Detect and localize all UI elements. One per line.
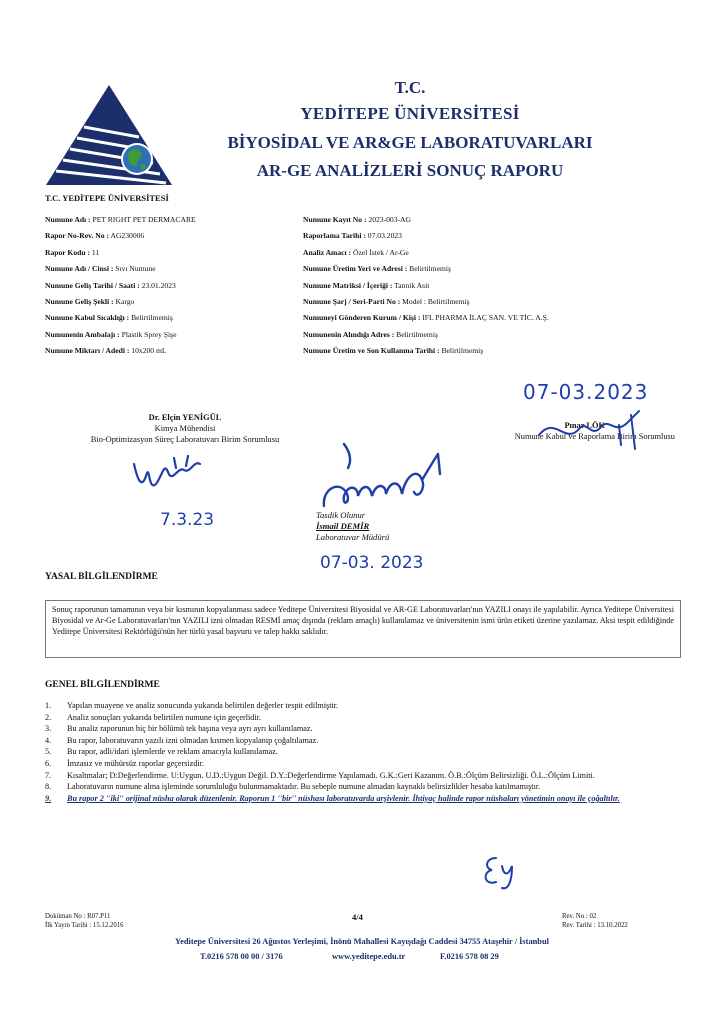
field-row	[303, 313, 549, 329]
field-label: Numune Geliş Tarihi / Saati :	[45, 280, 140, 290]
list-text: Bu analiz raporunun hiç bir bölümü tek başına veya ayrı ayrı kullanılamaz.	[67, 724, 313, 734]
list-text: Kısaltmalar; D:Değerlendirme. U:Uygun. U.D.:Uygun Değil. D.Y.:Değerlendirme Yapılamadı. G.K.:Geri Kazanım. Ö.B.:Ölçüm Belirsizliği. Ö.L.:Ölçüm Limiti.	[67, 770, 595, 780]
field-label: Numunenin Ambalajı :	[45, 329, 120, 339]
sample-info-right	[303, 215, 549, 363]
list-number: 7.	[45, 770, 52, 780]
general-info-list	[45, 700, 681, 804]
list-text: Bu rapor 2 ''iki'' orijinal nüsha olarak düzenlenir. Raporun 1 ''bir'' nüshası laboratuvarda arşivlenir. İhtiyaç halinde rapor nüshaları yönetimin onayı ile çoğaltılır.	[67, 793, 620, 803]
handwritten-date-center: 07-03. 2023	[320, 553, 424, 573]
list-number: 6.	[45, 758, 52, 768]
handwritten-signature-left	[128, 452, 218, 507]
handwritten-date-right: 07-03.2023	[523, 380, 649, 404]
field-label: Numune Adı / Cinsi :	[45, 264, 114, 274]
header-university: YEDİTEPE ÜNİVERSİTESİ	[300, 104, 520, 123]
revision-date: Rev. Tarihi : 13.10.2022	[562, 922, 628, 929]
field-value: Model : Belirtilmemiş	[402, 296, 470, 306]
field-value: Belirtilmemiş	[441, 346, 484, 356]
field-label: Numune Geliş Şekli :	[45, 296, 114, 306]
field-value: Kargo	[115, 296, 135, 306]
footer-fax: F.0216 578 08 29	[440, 952, 499, 961]
first-publish-date: İlk Yayın Tarihi : 15.12.2016	[45, 922, 124, 929]
list-item	[45, 712, 681, 724]
field-value: AG230006	[110, 231, 145, 241]
legal-notice: Sonuç raporunun tamamının veya bir kısmının kopyalanması sadece Yeditepe Üniversitesi Biyosidal ve AR-GE Laboratuvarları'nın YAZILI onayı ile yapılabilir. Ayrıca Yeditepe Üniversitesi Biyosidal ve Ar-Ge Laboratuvarları'nın YAZILI izni olmadan RESMİ amaç dışında (reklam amaçlı) kullanılamaz ve üniversitenin ismi ürün etiketi üzerine yazılamaz. Aksi tespit edildiğinde Yeditepe Üniversitesi Rektörlüğü'nün her türlü yasal başvuru ve talep hakkı saklıdır.	[45, 600, 681, 658]
page-number: 4/4	[352, 912, 363, 922]
list-number: 3.	[45, 724, 52, 734]
list-item	[45, 793, 681, 805]
header-labs: BİYOSİDAL VE AR&GE LABORATUVARLARI	[227, 133, 593, 152]
sample-info-left	[45, 215, 196, 363]
footer-doc-info	[45, 912, 124, 930]
field-row	[45, 281, 196, 297]
list-text: İmzasız ve mühürsüz raporlar geçersizdir.	[67, 758, 205, 768]
footer-rev-info	[562, 912, 628, 930]
doc-number: Doküman No : R07.P11	[45, 913, 111, 920]
field-label: Numuneyi Gönderen Kurum / Kişi :	[303, 313, 421, 323]
list-text: Yapılan muayene ve analiz sonucunda yukarıda belirtilen değerler tespit edilmiştir.	[67, 701, 339, 710]
field-label: Rapor No-Rev. No :	[45, 231, 109, 241]
field-row	[45, 330, 196, 346]
field-row	[303, 248, 549, 264]
handwritten-initials	[478, 852, 528, 897]
field-row	[45, 231, 196, 247]
university-label: T.C. YEDİTEPE ÜNİVERSİTESİ	[45, 193, 169, 203]
footer-address: Yeditepe Üniversitesi 26 Ağustos Yerleşimi, İnönü Mahallesi Kayışdağı Caddesi 34755 Ataşehir / İstanbul	[175, 937, 549, 946]
field-value: Belirtilmemiş	[131, 313, 173, 323]
field-label: Raporlama Tarihi :	[303, 231, 366, 241]
list-text: Bu rapor, laboratuvarın yazılı izni olmadan kısmen kopyalanıp çoğaltılamaz.	[67, 735, 319, 745]
field-label: Numune Üretim ve Son Kullanma Tarihi :	[303, 346, 440, 356]
list-item	[45, 746, 681, 758]
footer-phone: T.0216 578 00 00 / 3176	[200, 952, 283, 961]
list-text: Laboratuvarın numune alma işleminde sorumluluğu bulunmamaktadır. Bu sebeple numune almadan kaynaklı belirsizlikler hesaba katılmamıştır.	[67, 782, 541, 792]
field-value: 10x200 mL	[131, 346, 167, 356]
field-value: Tannik Asit	[394, 280, 430, 290]
list-item	[45, 700, 681, 712]
signer-title-left: Kimya Mühendisi	[154, 424, 216, 433]
field-value: Sıvı Numune	[115, 264, 156, 274]
field-label: Analiz Amacı :	[303, 247, 352, 257]
field-row	[303, 330, 549, 346]
list-number: 4.	[45, 735, 52, 745]
signer-unit-left: Bio-Optimizasyon Süreç Laboratuvarı Birim Sorumlusu	[90, 435, 280, 444]
field-row	[45, 248, 196, 264]
approver-name: İsmail DEMİR	[316, 521, 370, 531]
university-logo	[44, 83, 174, 187]
field-row	[45, 346, 196, 362]
field-row	[303, 281, 549, 297]
field-label: Numune Kabul Sıcaklığı :	[45, 313, 130, 323]
field-label: Numune Adı :	[45, 215, 91, 224]
field-label: Numune Matriksi / İçeriği :	[303, 280, 393, 290]
list-number: 5.	[45, 747, 52, 757]
field-label: Numunenin Alındığı Adres :	[303, 329, 395, 339]
field-value: Plastik Sprey Şişe	[121, 329, 177, 339]
list-number: 9.	[45, 793, 52, 803]
field-row	[303, 264, 549, 280]
field-value: Belirtilmemiş	[409, 264, 451, 274]
field-value: 07.03.2023	[367, 231, 402, 241]
field-row	[45, 313, 196, 329]
list-item	[45, 770, 681, 782]
signer-name-right: Pınar LÖK	[564, 421, 605, 430]
approval-block	[316, 510, 406, 543]
approval-label: Tasdik Olunur	[316, 510, 366, 520]
field-value: IFL PHARMA İLAÇ SAN. VE TİC. A.Ş.	[422, 313, 549, 323]
footer-website[interactable]: www.yeditepe.edu.tr	[332, 952, 406, 961]
header-report-title: AR-GE ANALİZLERİ SONUÇ RAPORU	[256, 161, 564, 180]
field-label: Numune Miktarı / Adedi :	[45, 346, 130, 356]
signer-name-left: Dr. Elçin YENİGÜL	[148, 413, 222, 422]
legal-section-title: YASAL BİLGİLENDİRME	[45, 572, 158, 582]
list-item	[45, 723, 681, 735]
field-value: 11	[91, 247, 100, 257]
list-number: 1.	[45, 701, 52, 710]
field-row	[45, 264, 196, 280]
field-label: Numune Kayıt No :	[303, 215, 367, 224]
field-row	[303, 231, 549, 247]
handwritten-date-left: 7.3.23	[160, 510, 215, 530]
handwritten-signature-right	[535, 405, 655, 460]
field-row	[45, 215, 196, 231]
field-value: 2023-003-AG	[368, 215, 412, 224]
approver-title: Laboratuvar Müdürü	[316, 532, 390, 542]
field-label: Rapor Kodu :	[45, 247, 91, 257]
field-value: Belirtilmemiş	[396, 329, 438, 339]
field-label: Numune Üretim Yeri ve Adresi :	[303, 264, 408, 274]
field-value: 23.01.2023	[141, 280, 176, 290]
list-text: Analiz sonuçları yukarıda belirtilen numune için geçerlidir.	[67, 712, 261, 722]
field-row	[45, 297, 196, 313]
list-number: 2.	[45, 712, 52, 722]
field-value: Özel İstek / Ar-Ge	[353, 247, 409, 257]
general-section-title: GENEL BİLGİLENDİRME	[45, 680, 160, 690]
signer-title-right: Numune Kabul ve Raporlama Birim Sorumlusu	[514, 432, 675, 441]
field-row	[303, 346, 549, 362]
list-number: 8.	[45, 782, 52, 792]
list-item	[45, 758, 681, 770]
field-value: PET RIGHT PET DERMACARE	[92, 215, 196, 224]
field-row	[303, 297, 549, 313]
list-item	[45, 781, 681, 793]
header-tc: T.C.	[394, 78, 426, 97]
field-label: Numune Şarj / Seri-Parti No :	[303, 296, 401, 306]
list-item	[45, 735, 681, 747]
revision-number: Rev. No : 02	[562, 913, 597, 920]
field-row	[303, 215, 549, 231]
list-text: Bu rapor, adli/idari işlemlerde ve reklam amacıyla kullanılamaz.	[67, 747, 278, 757]
signature-block-left	[60, 412, 310, 445]
